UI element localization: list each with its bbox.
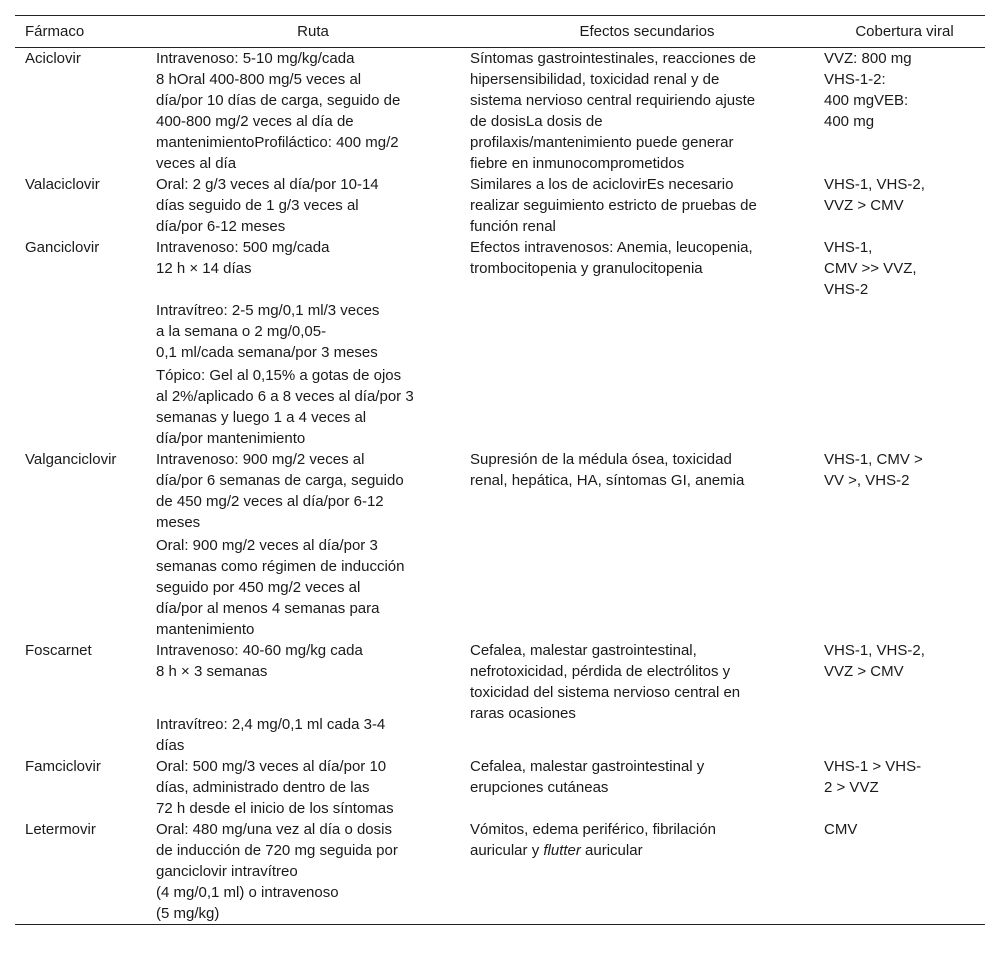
route-line: Tópico: Gel al 0,15% a gotas de ojos [156,367,402,384]
route-block [156,449,462,533]
coverage-line: CMV >> VVZ, [824,260,917,277]
route-line: mantenimientoProfiláctico: 400 mg/2 [156,134,399,151]
coverage-cell [824,174,985,237]
route-line: días [156,737,185,754]
route-cell [156,48,470,175]
route-line: 72 h desde el inicio de los síntomas [156,800,394,817]
route-line: día/por 10 días de carga, seguido de [156,92,401,109]
route-block [156,756,462,819]
coverage-line: VVZ > CMV [824,663,904,680]
coverage-line: 400 mgVEB: [824,92,909,109]
effects-line: sistema nervioso central requiriendo ajuste [470,92,756,109]
effects-line: de dosisLa dosis de [470,113,603,130]
route-block [156,48,462,174]
header-route: Ruta [156,16,470,48]
spacer [156,703,462,714]
effects-line: renal, hepática, HA, síntomas GI, anemia [470,472,745,489]
effects-line [470,840,816,861]
route-block [156,174,462,237]
coverage-line: VVZ > CMV [824,197,904,214]
effects-cell [470,449,824,640]
route-cell [156,640,470,756]
effects-line: función renal [470,218,556,235]
route-line: mantenimiento [156,621,255,638]
effects-line: profilaxis/mantenimiento puede generar [470,134,734,151]
effects-line: realizar seguimiento estricto de pruebas de [470,197,757,214]
drug-cell: Valganciclovir [25,451,117,468]
coverage-cell [824,449,985,640]
effects-italic-term: flutter [543,842,581,859]
effects-cell [470,48,824,175]
route-line: Intravenoso: 500 mg/cada [156,239,330,256]
route-line: Oral: 900 mg/2 veces al día/por 3 [156,537,378,554]
table-header-row [15,16,985,48]
coverage-line: CMV [824,821,858,838]
coverage-line: VHS-1 > VHS- [824,758,922,775]
route-line: días seguido de 1 g/3 veces al [156,197,359,214]
route-block [156,714,462,756]
drug-cell: Foscarnet [25,642,92,659]
coverage-cell [824,237,985,449]
route-line: Oral: 480 mg/una vez al día o dosis [156,821,392,838]
header-drug: Fármaco [15,16,156,48]
route-line: Oral: 2 g/3 veces al día/por 10-14 [156,176,379,193]
route-line: semanas como régimen de inducción [156,558,405,575]
effects-text: auricular y [470,842,544,859]
coverage-line: VHS-1-2: [824,71,886,88]
route-line: de 450 mg/2 veces al día/por 6-12 [156,493,384,510]
drug-cell: Letermovir [15,819,156,925]
effects-cell [470,174,824,237]
route-line: 8 hOral 400-800 mg/5 veces al [156,71,362,88]
route-block [156,640,462,682]
route-line: de inducción de 720 mg seguida por [156,842,398,859]
effects-line: Vómitos, edema periférico, fibrilación [470,821,716,838]
route-line: veces al día [156,155,237,172]
route-line: 8 h × 3 semanas [156,663,268,680]
spacer [156,682,462,703]
route-line: (4 mg/0,1 ml) o intravenoso [156,884,339,901]
route-line: meses [156,514,201,531]
coverage-line: 400 mg [824,113,875,130]
effects-line: erupciones cutáneas [470,779,609,796]
coverage-line: VHS-1, [824,239,873,256]
drug-cell: Valaciclovir [25,176,100,193]
effects-line: hipersensibilidad, toxicidad renal y de [470,71,720,88]
route-line: semanas y luego 1 a 4 veces al [156,409,367,426]
route-line: Intravenoso: 40-60 mg/kg cada [156,642,363,659]
route-cell [156,756,470,819]
coverage-line: VVZ: 800 mg [824,50,912,67]
effects-text: auricular [580,842,643,859]
table-row [15,48,985,175]
route-line: día/por 6-12 meses [156,218,286,235]
effects-line: raras ocasiones [470,705,576,722]
header-coverage: Cobertura viral [824,16,985,48]
table-row [15,237,985,449]
route-line: 0,1 ml/cada semana/por 3 meses [156,344,378,361]
route-line: seguido por 450 mg/2 veces al [156,579,361,596]
antiviral-table [15,15,985,925]
coverage-cell [824,640,985,756]
coverage-cell [824,819,985,925]
header-effects: Efectos secundarios [470,16,824,48]
route-line: Intravenoso: 900 mg/2 veces al [156,451,365,468]
effects-line: Cefalea, malestar gastrointestinal y [470,758,705,775]
route-line: Intravítreo: 2,4 mg/0,1 ml cada 3-4 [156,716,386,733]
table-row [15,449,985,640]
effects-line: Cefalea, malestar gastrointestinal, [470,642,697,659]
effects-line: Efectos intravenosos: Anemia, leucopenia, [470,239,753,256]
coverage-line: VV >, VHS-2 [824,472,910,489]
route-cell [156,174,470,237]
route-line: días, administrado dentro de las [156,779,370,796]
table-row [15,756,985,819]
coverage-line: VHS-2 [824,281,869,298]
effects-line: fiebre en inmunocomprometidos [470,155,685,172]
route-block [156,819,462,924]
coverage-line: VHS-1, CMV > [824,451,923,468]
spacer [156,279,462,300]
route-line: ganciclovir intravítreo [156,863,298,880]
effects-cell [470,237,824,449]
route-line: día/por 6 semanas de carga, seguido [156,472,404,489]
effects-line: Supresión de la médula ósea, toxicidad [470,451,732,468]
route-line: (5 mg/kg) [156,905,220,922]
drug-cell: Ganciclovir [25,239,100,256]
effects-line: Síntomas gastrointestinales, reacciones de [470,50,756,67]
effects-line: trombocitopenia y granulocitopenia [470,260,703,277]
drug-cell: Famciclovir [25,758,101,775]
table-row [15,640,985,756]
table-row [15,174,985,237]
route-line: Intravenoso: 5-10 mg/kg/cada [156,50,355,67]
route-block [156,535,462,640]
route-line: 400-800 mg/2 veces al día de [156,113,354,130]
route-cell [156,449,470,640]
effects-line: toxicidad del sistema nervioso central en [470,684,741,701]
coverage-cell [824,48,985,175]
coverage-line: VHS-1, VHS-2, [824,176,925,193]
effects-cell [470,756,824,819]
effects-cell [470,640,824,756]
route-line: día/por mantenimiento [156,430,306,447]
table-row [15,819,985,925]
route-line: Intravítreo: 2-5 mg/0,1 ml/3 veces [156,302,380,319]
route-block [156,365,462,449]
coverage-line: 2 > VVZ [824,779,879,796]
effects-cell [470,819,824,925]
route-cell [156,237,470,449]
drug-cell: Aciclovir [25,50,81,67]
route-line: día/por al menos 4 semanas para [156,600,380,617]
route-line: Oral: 500 mg/3 veces al día/por 10 [156,758,387,775]
effects-line: Similares a los de aciclovirEs necesario [470,176,734,193]
route-block [156,237,462,279]
route-line: 12 h × 14 días [156,260,252,277]
effects-line: nefrotoxicidad, pérdida de electrólitos y [470,663,731,680]
route-line: a la semana o 2 mg/0,05- [156,323,327,340]
route-cell [156,819,470,925]
coverage-line: VHS-1, VHS-2, [824,642,925,659]
route-block [156,300,462,363]
route-line: al 2%/aplicado 6 a 8 veces al día/por 3 [156,388,414,405]
coverage-cell [824,756,985,819]
